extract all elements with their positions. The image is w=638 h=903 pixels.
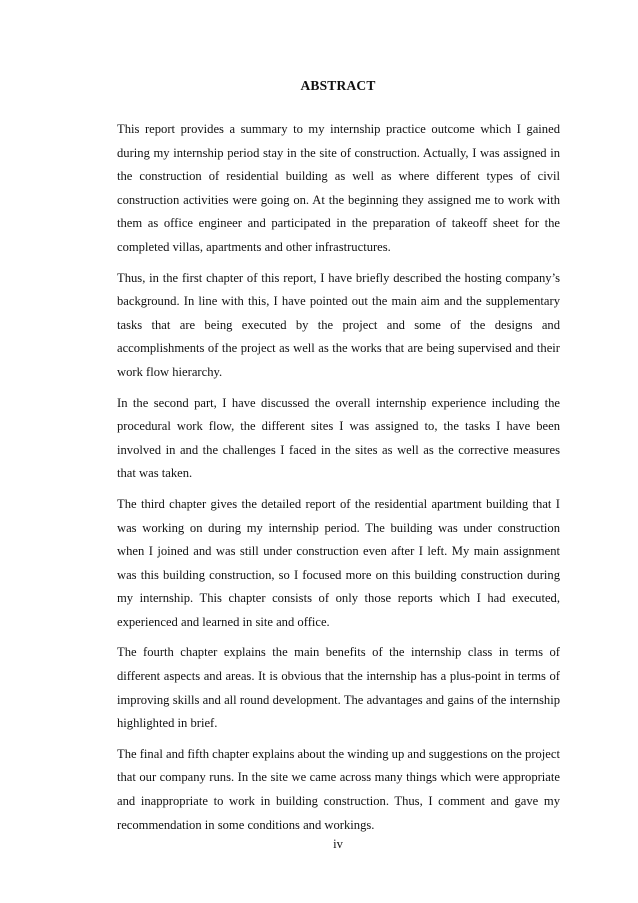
- page-number: iv: [333, 837, 343, 851]
- paragraph-chapter-five: The final and fifth chapter explains about the winding up and suggestions on the project that our company runs. In the site we came across many things which were appropriate and inappropriate to work in building construction. Thus, I comment and gave my recommendation in some conditions and workings.: [117, 746, 560, 832]
- page-title: ABSTRACT: [300, 78, 376, 93]
- paragraph-chapter-one: Thus, in the first chapter of this report, I have briefly described the hosting company’s background. In line with this, I have pointed out the main aim and the supplementary tasks that are being executed by the project and some of the designs and accomplishments of the project as well as the works that are being supervised and their work flow hierarchy.: [117, 270, 560, 379]
- paragraph-chapter-four: The fourth chapter explains the main benefits of the internship class in terms of different aspects and areas. It is obvious that the internship has a plus-point in terms of improving skills and all round development. The advantages and gains of the internship highlighted in brief.: [117, 645, 560, 731]
- paragraph-summary: This report provides a summary to my internship practice outcome which I gained during my internship period stay in the site of construction. Actually, I was assigned in the construction of residential building as well as where different types of civil construction activities were going on. At the beginning they assigned me to work with them as office engineer and participated in the preparation of takeoff sheet for the completed villas, apartments and other infrastructures.: [117, 122, 560, 254]
- paragraph-chapter-three: The third chapter gives the detailed report of the residential apartment building that I was working on during my internship period. The building was under construction when I joined and was still under construction even after I left. My main assignment was this building construction, so I focused more on this building construction during my internship. This chapter consists of only those reports which I had executed, experienced and learned in site and office.: [117, 496, 560, 629]
- abstract-body: [117, 118, 560, 844]
- paragraph-chapter-two: In the second part, I have discussed the overall internship experience including the procedural work flow, the different sites I was assigned to, the tasks I have been involved in and the challenges I faced in the sites as well as the corrective measures that was taken.: [117, 395, 560, 481]
